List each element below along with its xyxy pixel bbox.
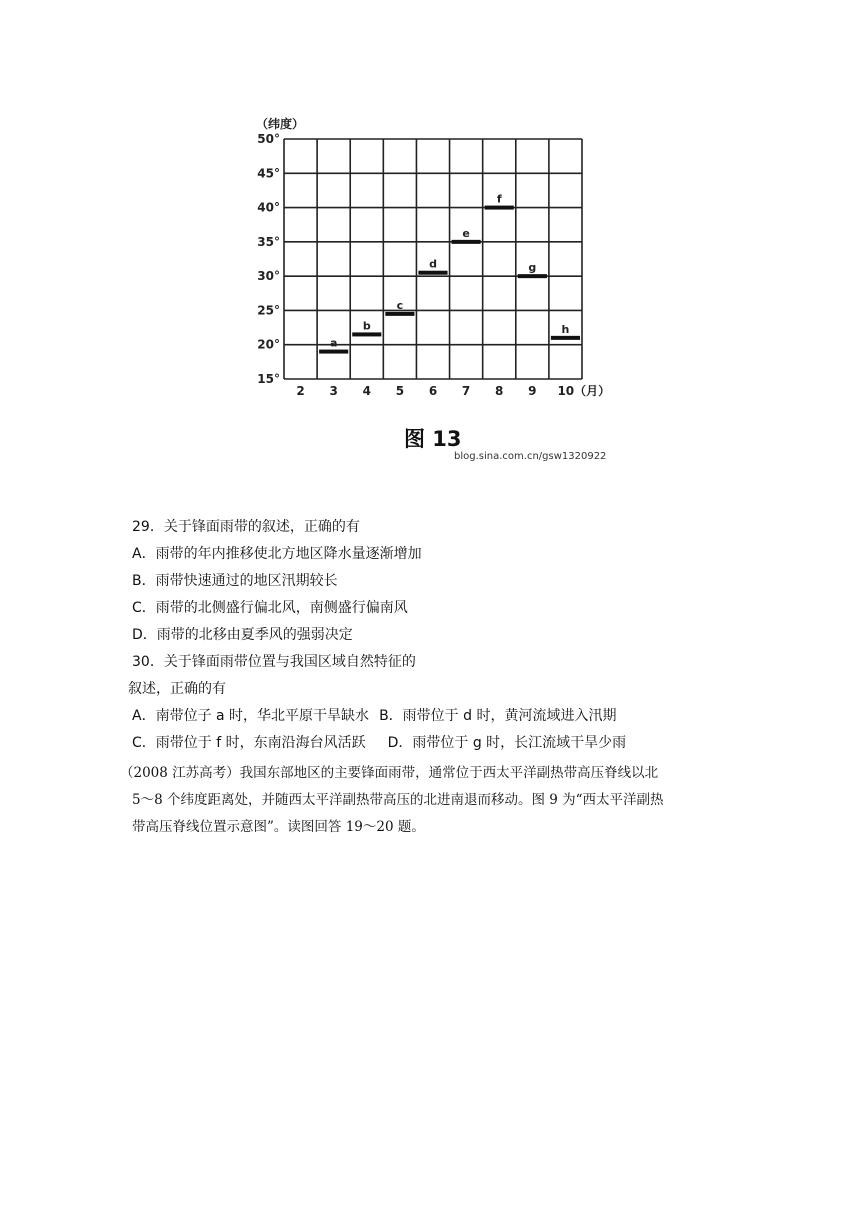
- y-axis-label: （纬度）: [256, 117, 305, 131]
- passage-line-3: 带高压脊线位置示意图”。读图回答 19～20 题。: [132, 819, 425, 835]
- q30-options-ab: [132, 703, 772, 730]
- x-tick-label: 6: [428, 384, 438, 398]
- passage: [120, 760, 752, 841]
- rain-belt-bar-a: [319, 350, 348, 354]
- y-tick-label: 15°: [257, 372, 280, 386]
- q29-option-b: B．雨带快速通过的地区汛期较长: [132, 573, 338, 589]
- x-tick-label: 3: [329, 384, 338, 398]
- questions: [128, 514, 772, 757]
- y-tick-label: 50°: [257, 132, 280, 146]
- rain-belt-chart: [236, 102, 636, 472]
- q29-option-c: C．雨带的北侧盛行偏北风，南侧盛行偏南风: [132, 600, 408, 616]
- y-tick-label: 45°: [257, 166, 280, 181]
- rain-belt-label-d: d: [429, 257, 437, 271]
- q30-option-a: A．南带位子 a 时，华北平原干旱缺水: [132, 708, 370, 724]
- x-tick-label: 8: [495, 384, 504, 398]
- q30-options-cd: [132, 730, 772, 757]
- y-tick-label: 30°: [257, 269, 280, 284]
- q30-option-c: C．雨带位于 f 时，东南沿海台风活跃: [132, 735, 366, 751]
- q29-option-d: D．雨带的北移由夏季风的强弱决定: [132, 627, 353, 643]
- rain-belt-label-g: g: [528, 261, 537, 275]
- rain-belt-label-f: f: [496, 192, 502, 206]
- q30-option-d: D．雨带位于 g 时，长江流域干旱少雨: [387, 735, 627, 751]
- rain-belt-bar-g: [518, 274, 547, 278]
- y-tick-label: 40°: [257, 200, 280, 215]
- q30-option-b: B．雨带位于 d 时，黄河流域进入汛期: [379, 708, 617, 724]
- x-tick-label: 2: [296, 384, 305, 398]
- rain-belt-bar-d: [418, 271, 447, 275]
- rain-belt-bar-e: [452, 240, 481, 244]
- passage-line-2: 5～8 个纬度距离处，并随西太平洋副热带高压的北进南退而移动。图 9 为“西太平洋副热: [132, 792, 664, 808]
- y-tick-label: 25°: [257, 303, 280, 318]
- figure-caption: 图 13: [404, 427, 462, 451]
- passage-line-1: （2008 江苏高考）我国东部地区的主要锋面雨带，通常位于西太平洋副热带高压脊线以北: [120, 765, 659, 781]
- rain-belt-label-b: b: [362, 319, 371, 333]
- rain-belt-label-c: c: [396, 298, 404, 312]
- y-tick-label: 20°: [257, 337, 280, 352]
- rain-belt-label-h: h: [561, 322, 570, 336]
- rain-belt-bar-b: [352, 332, 381, 336]
- x-tick-labels: [296, 383, 610, 398]
- rain-belt-bar-c: [385, 312, 414, 316]
- x-tick-label: 10（月）: [557, 384, 611, 398]
- q30-stem-line2: 叙述，正确的有: [128, 681, 226, 697]
- x-tick-label: 7: [461, 384, 471, 398]
- y-tick-labels: [257, 132, 280, 386]
- x-tick-label: 5: [395, 384, 405, 398]
- rain-belt-label-a: a: [329, 336, 338, 350]
- rain-belt-figure: [236, 102, 636, 472]
- x-tick-label: 4: [362, 384, 371, 398]
- source-watermark: blog.sina.com.cn/gsw1320922: [454, 451, 607, 462]
- rain-belt-bar-h: [551, 336, 580, 340]
- q29-stem: 29．关于锋面雨带的叙述，正确的有: [132, 519, 360, 535]
- rain-belt-label-e: e: [462, 226, 470, 240]
- y-tick-label: 35°: [257, 234, 280, 249]
- q30-stem-line1: 30．关于锋面雨带位置与我国区域自然特征的: [132, 654, 416, 670]
- x-tick-label: 9: [528, 384, 537, 398]
- rain-belt-bar-f: [485, 206, 514, 210]
- q29-option-a: A．雨带的年内推移使北方地区降水量逐渐增加: [132, 546, 422, 562]
